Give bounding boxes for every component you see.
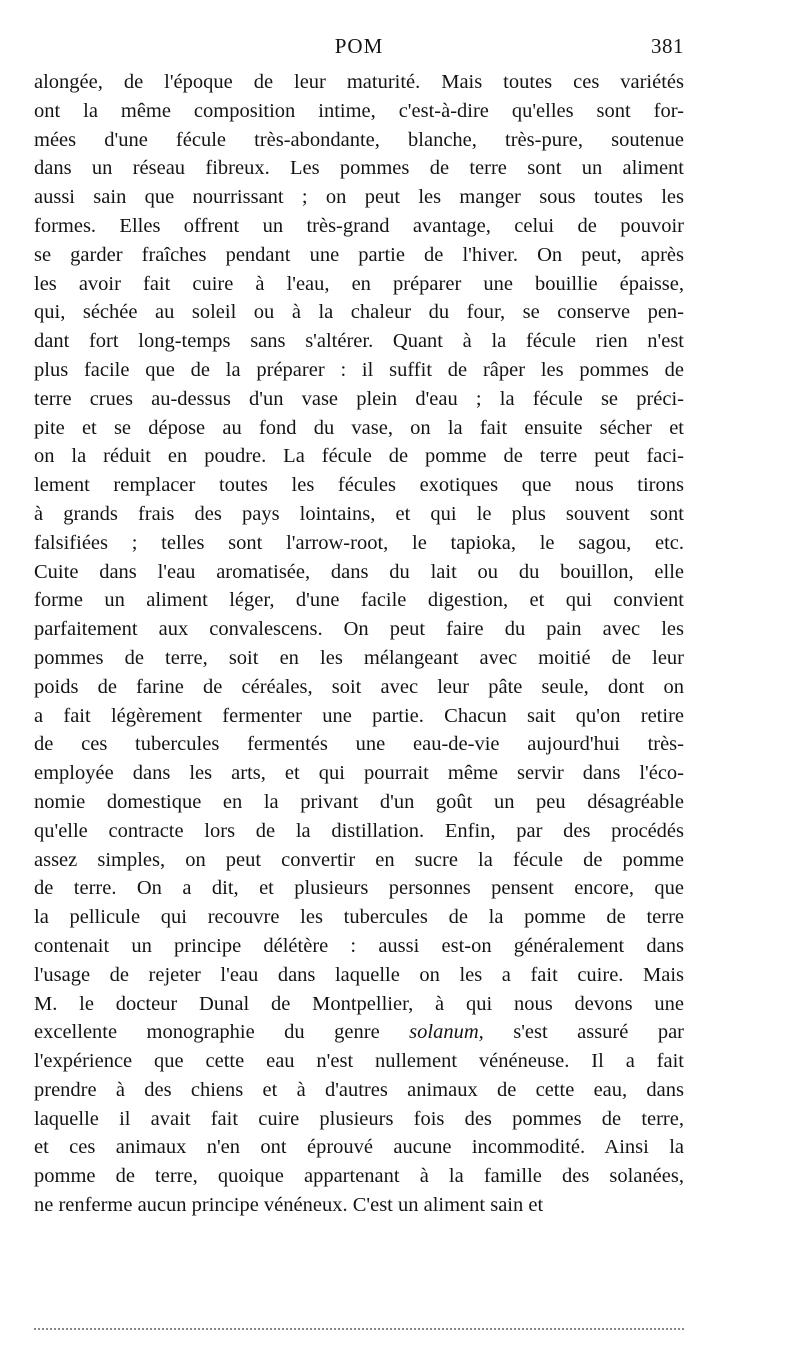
text-line: parfaitement aux convalescens. On peut faire du pain avec les: [34, 618, 684, 641]
text-line: pite et se dépose au fond du vase, on la fait ensuite sécher et: [34, 416, 684, 439]
text-line: employée dans les arts, et qui pourrait même servir dans l'éco-: [34, 762, 684, 785]
text-line: de ces tubercules fermentés une eau-de-vie aujourd'hui très-: [34, 733, 684, 756]
text-line: qui, séchée au soleil ou à la chaleur du four, se conserve pen-: [34, 301, 684, 324]
running-header: [34, 34, 684, 64]
text-line: de terre. On a dit, et plusieurs personnes pensent encore, que: [34, 877, 684, 900]
text-line: assez simples, on peut convertir en sucre la fécule de pomme: [34, 848, 684, 871]
text-line: laquelle il avait fait cuire plusieurs fois des pommes de terre,: [34, 1107, 684, 1130]
text-line: terre crues au-dessus d'un vase plein d'eau ; la fécule se préci-: [34, 387, 684, 410]
text-line: pomme de terre, quoique appartenant à la famille des solanées,: [34, 1165, 684, 1188]
text-line: se garder fraîches pendant une partie de l'hiver. On peut, après: [34, 243, 684, 266]
text-line: [34, 990, 684, 1019]
text-line: formes. Elles offrent un très-grand avantage, celui de pouvoir: [34, 214, 684, 237]
text-line: mées d'une fécule très-abondante, blanche, très-pure, soutenue: [34, 128, 684, 151]
text-line: et ces animaux n'en ont éprouvé aucune incommodité. Ainsi la: [34, 1136, 684, 1159]
text-line: l'expérience que cette eau n'est nullement vénéneuse. Il a fait: [34, 1050, 684, 1073]
text-line: l'usage de rejeter l'eau dans laquelle on les a fait cuire. Mais: [34, 963, 684, 986]
text-line: on la réduit en poudre. La fécule de pomme de terre peut faci-: [34, 445, 684, 468]
text-line: plus facile que de la préparer : il suffit de râper les pommes de: [34, 358, 684, 381]
text-line: falsifiées ; telles sont l'arrow-root, le tapioka, le sagou, etc.: [34, 531, 684, 554]
text-line: Cuite dans l'eau aromatisée, dans du lait ou du bouillon, elle: [34, 560, 684, 583]
body-text: [34, 68, 684, 1220]
text-line: lement remplacer toutes les fécules exotiques que nous tirons: [34, 474, 684, 497]
text-segment: M. le docteur Dunal de Montpellier, à qui nous devons une: [34, 992, 684, 1015]
running-title: POM: [334, 34, 384, 58]
text-line: forme un aliment léger, d'une facile digestion, et qui convient: [34, 589, 684, 612]
text-line: pommes de terre, soit en les mélangeant avec moitié de leur: [34, 646, 684, 669]
text-line: poids de farine de céréales, soit avec leur pâte seule, dont on: [34, 675, 684, 698]
text-line: ont la même composition intime, c'est-à-dire qu'elles sont for-: [34, 99, 684, 122]
text-segment: s'est assuré par: [483, 1021, 684, 1044]
footer-dotted-rule: [34, 1328, 684, 1330]
text-line: prendre à des chiens et à d'autres animaux de cette eau, dans: [34, 1078, 684, 1101]
text-line: nomie domestique en la privant d'un goût un peu désagréable: [34, 790, 684, 813]
text-line: aussi sain que nourrissant ; on peut les manger sous toutes les: [34, 186, 684, 209]
text-line: qu'elle contracte lors de la distillation. Enfin, par des procédés: [34, 819, 684, 842]
text-segment: excellente monographie du genre: [34, 1021, 410, 1044]
text-line: la pellicule qui recouvre les tubercules de la pomme de terre: [34, 906, 684, 929]
page-number: 381: [651, 34, 684, 58]
text-line: alongée, de l'époque de leur maturité. Mais toutes ces variétés: [34, 71, 684, 93]
text-line: dans un réseau fibreux. Les pommes de terre sont un aliment: [34, 157, 684, 180]
text-line: à grands frais des pays lointains, et qui le plus souvent sont: [34, 502, 684, 525]
text-line: les avoir fait cuire à l'eau, en préparer une bouillie épaisse,: [34, 272, 684, 295]
text-line: dant fort long-temps sans s'altérer. Quant à la fécule rien n'est: [34, 330, 684, 353]
text-line: a fait légèrement fermenter une partie. Chacun sait qu'on retire: [34, 704, 684, 727]
text-line: ne renferme aucun principe vénéneux. C'est un aliment sain et: [34, 1194, 544, 1217]
italic-term: solanum,: [409, 1021, 484, 1044]
text-line: [34, 1018, 684, 1047]
text-line: contenait un principe délétère : aussi est-on généralement dans: [34, 934, 684, 957]
